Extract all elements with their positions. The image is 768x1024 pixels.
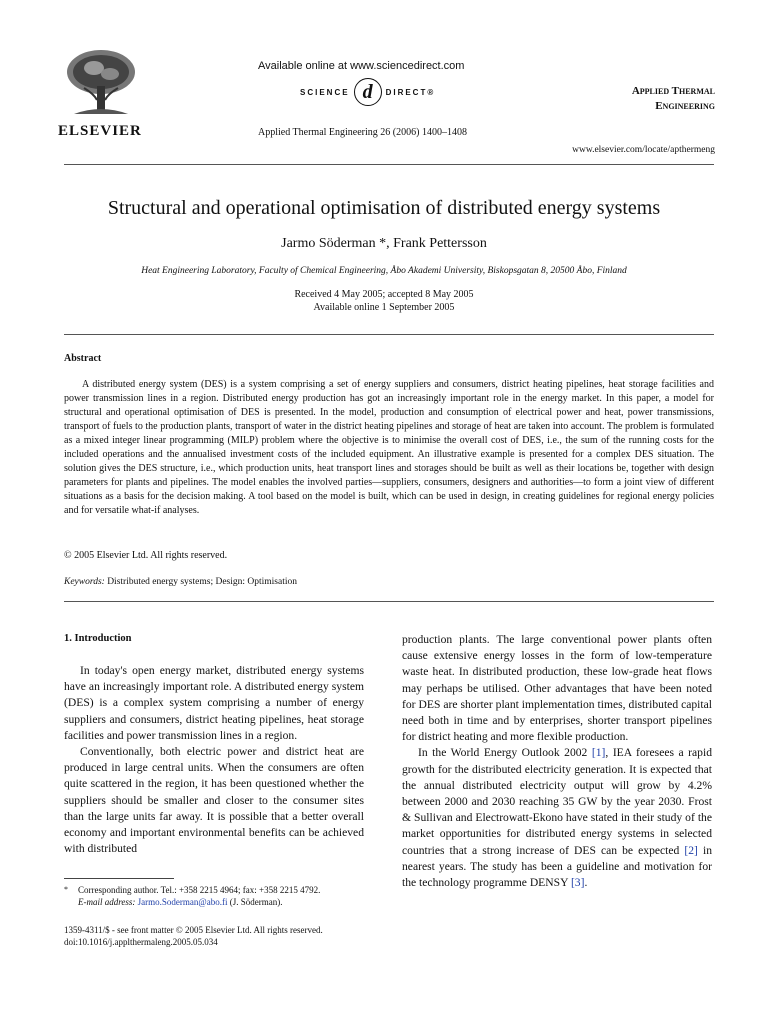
email-link[interactable]: Jarmo.Soderman@abo.fi (137, 897, 228, 907)
intro-paragraph-2: Conventionally, both electric power and district heat are produced in large central units. When the consumers are often quite scattered in the region, it has been questioned whether the suppliers should be smaller and closer to the consumer sites than the large units far away. It is possible that a better overall economy and important environmental benefits can be achieved with distributed (64, 745, 364, 856)
footnote-mark: * (64, 885, 68, 894)
email-label: E-mail address: (78, 897, 136, 907)
section-heading-introduction: 1. Introduction (64, 633, 132, 644)
email-suffix: (J. Söderman). (227, 897, 283, 907)
abstract-bottom-rule (64, 601, 714, 602)
received-date: Received 4 May 2005; accepted 8 May 2005 (294, 289, 474, 300)
intro-paragraph-1: In today's open energy market, distributed energy systems have an increasingly important role. A distributed energy system (DES) is a complex system comprising a number of energy suppliers and consumers, district heating pipelines, heat storage facilities and power transmission lines in a region. (64, 664, 364, 742)
footer-copyright: 1359-4311/$ - see front matter © 2005 Elsevier Ltd. All rights reserved. (64, 925, 323, 935)
citation-link-1[interactable]: [1] (591, 746, 606, 760)
article-authors: Jarmo Söderman *, Frank Pettersson (281, 236, 487, 251)
elsevier-logo (58, 48, 148, 140)
available-date: Available online 1 September 2005 (313, 302, 455, 313)
journal-url[interactable]: www.elsevier.com/locate/apthermeng (572, 145, 715, 155)
sd-at-icon (354, 78, 382, 106)
keywords-label: Keywords: (64, 577, 105, 587)
journal-name-line1: Applied Thermal (631, 85, 715, 97)
sd-at-letter: d (362, 80, 373, 103)
abstract-top-rule (64, 334, 714, 335)
footnote-contact: Corresponding author. Tel.: +358 2215 4964; fax: +358 2215 4792. (78, 885, 321, 895)
article-dates (40, 288, 728, 314)
footnote (64, 884, 384, 908)
header-rule (64, 164, 714, 165)
sd-left-text: SCIENCE (300, 87, 350, 97)
journal-reference: Applied Thermal Engineering 26 (2006) 1400–1408 (258, 127, 467, 138)
p4-part-b: , IEA foresees a rapid growth for the distributed electricity generation. It is expected that the annual distributed electricity output will grow by 4.2% between 2000 and 2030 reaching 35 GW by the year 2030. Frost & Sullivan and Electrowatt-Ekono have stated in their study of the market opportunities for distributed energy systems in selected countries that a strong increase of DES can be expected (402, 746, 712, 857)
p4-part-a: In the World Energy Outlook 2002 (418, 746, 592, 760)
keywords (64, 577, 297, 587)
author-affiliation: Heat Engineering Laboratory, Faculty of Chemical Engineering, Åbo Akademi University, Biskopsgatan 8, 20500 Åbo, Finland (141, 266, 627, 276)
sciencedirect-logo (300, 78, 435, 106)
abstract-copyright: © 2005 Elsevier Ltd. All rights reserved. (64, 550, 228, 561)
footnote-rule (64, 878, 174, 879)
left-column (64, 663, 364, 857)
journal-name (600, 84, 715, 114)
elsevier-tree-icon (64, 48, 138, 118)
intro-paragraph-4 (402, 745, 712, 891)
abstract-text: A distributed energy system (DES) is a system comprising a set of energy suppliers and consumers, district heating pipelines, heat storage facilities and power transmission lines in a region. Distributed energy production has got an increasingly important role in the energy market. In this paper, a model for structural and operational optimisation of DES is presented. In the model, production and consumption of electrical power and heat, power transmissions, transport of fuels to the production plants, transport of water in the district heating pipelines and storage of heat are taken into account. The problem is formulated as a mixed integer linear programming (MILP) problem where the objective is to minimise the overall cost of DES, i.e., the sum of the running costs for the included operations and the annualised investment costs of the included equipment. An illustrative example is presented for a complex DES situation. The solution gives the DES structure, i.e., which production units, heat transport lines and storages should be built as well as their locations be, together with design parameters for plants and pipelines. The model enables the involved parties—suppliers, consumers, designers and authorities—to form a joint view of different situations as a basis for the decision making. A tool based on the model is built, which can be used in design, in creating guidelines for regional energy policies and for versatile what-if analyses. (64, 379, 714, 516)
citation-link-2[interactable]: [2] (684, 843, 698, 857)
footer-doi[interactable]: doi:10.1016/j.applthermaleng.2005.05.034 (64, 937, 218, 947)
p4-part-d: . (584, 876, 588, 890)
sd-right-text: DIRECT® (385, 87, 436, 97)
publisher-name: ELSEVIER (58, 123, 142, 139)
available-online[interactable]: Available online at www.sciencedirect.com (258, 60, 465, 72)
intro-paragraph-3: production plants. The large conventional power plants often cause extensive energy losses in the form of low-temperature waste heat. In distributed production, these low-grade heat flows may perhaps be utilised. Other advantages that have been noted for DES are shorter plant implementation times, distributed capital need both in time and by enterprises, shorter transport pipelines for district heating and more flexible production. (402, 633, 712, 744)
footnote-line-2 (64, 896, 384, 908)
abstract-heading: Abstract (64, 353, 102, 364)
keywords-value: Distributed energy systems; Design: Optimisation (107, 577, 297, 587)
page-footer (64, 924, 323, 948)
citation-link-3[interactable]: [3] (570, 876, 585, 890)
article-title: Structural and operational optimisation of distributed energy systems (107, 197, 661, 219)
journal-name-line2: Engineering (655, 100, 715, 112)
p4-part-c: in nearest years. The study has been a guideline and motivation for the technology programme DENSY (402, 843, 713, 890)
abstract-body (64, 378, 714, 518)
right-column (402, 632, 712, 891)
footnote-line-1 (64, 884, 384, 896)
